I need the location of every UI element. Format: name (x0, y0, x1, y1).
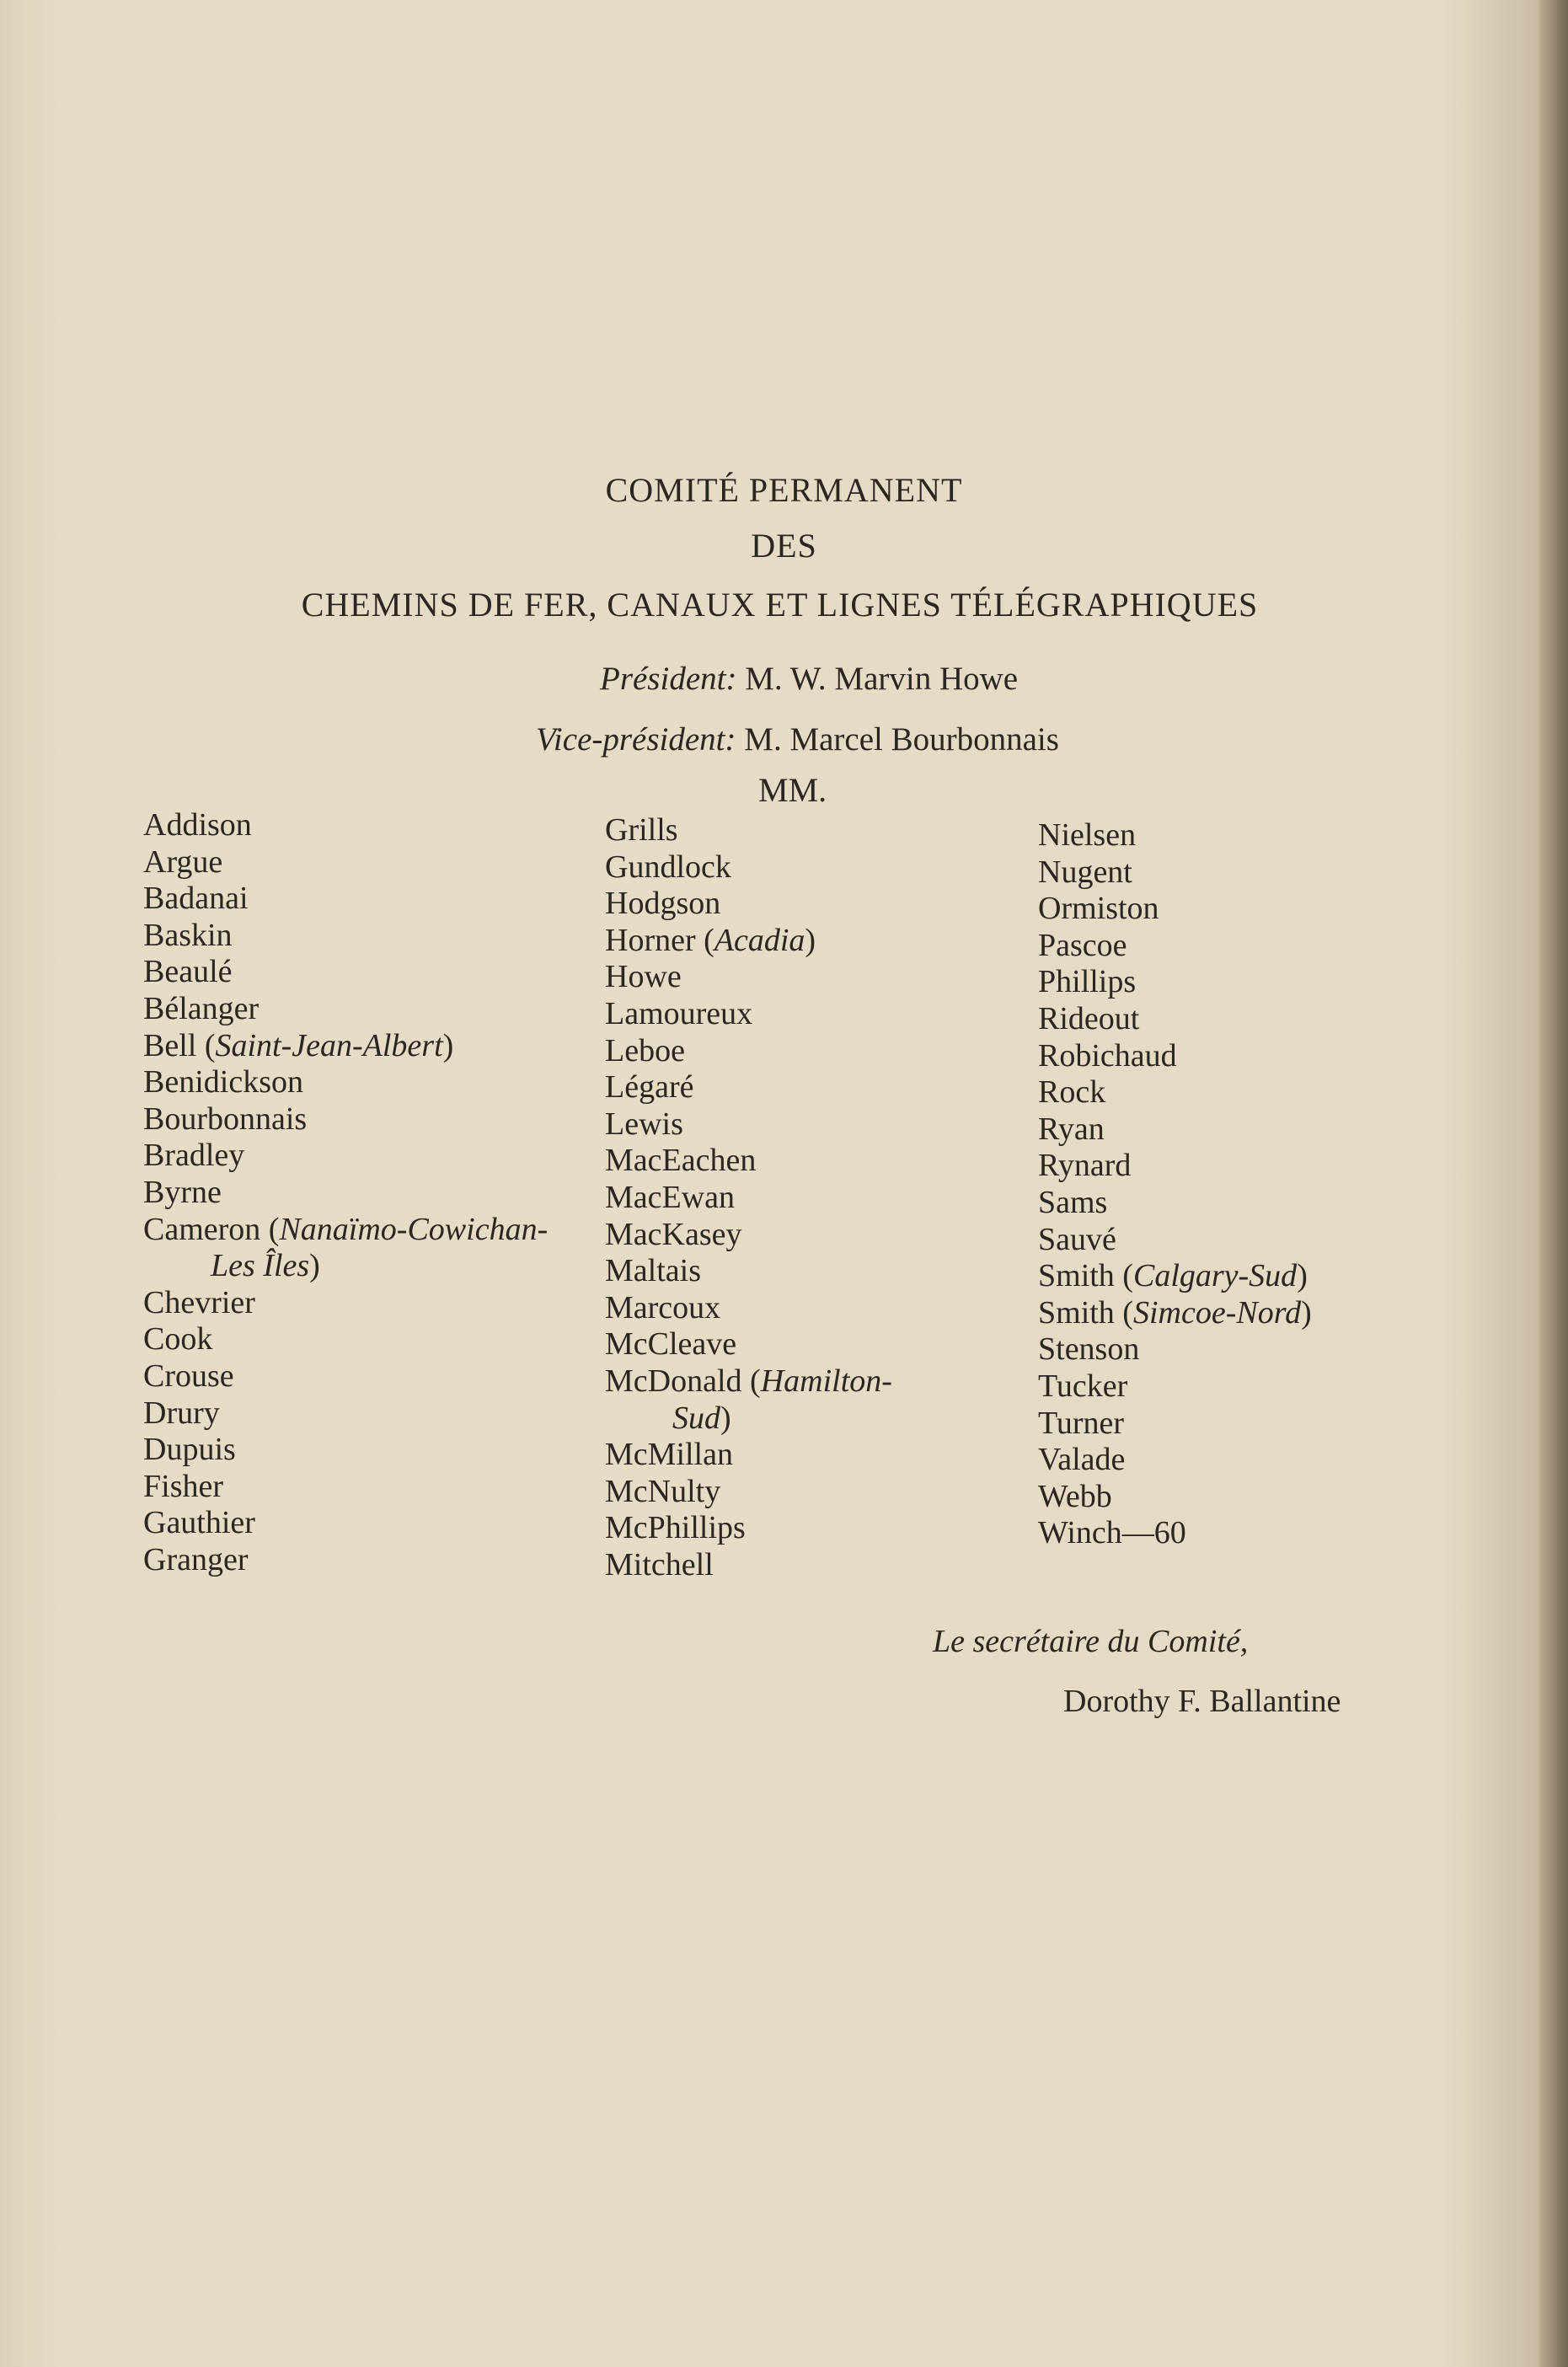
member-surname: Nugent (1038, 854, 1132, 890)
member-name (1038, 1295, 1312, 1332)
member-surname: Phillips (1038, 964, 1137, 1000)
member-surname: Turner (1038, 1405, 1125, 1441)
committee-subject: CHEMINS DE FER, CANAUX ET LIGNES TÉLÉGRAPHIQUES (301, 586, 1259, 624)
member-name (1038, 1074, 1312, 1111)
riding-name: Nanaïmo-Cowichan- (279, 1211, 549, 1247)
member-name (1038, 891, 1312, 928)
member-surname: Mitchell (605, 1546, 714, 1582)
member-surname: Howe (605, 959, 682, 995)
member-name (143, 1432, 548, 1469)
member-surname: Légaré (605, 1069, 694, 1106)
riding-name: Acadia (714, 922, 805, 958)
member-surname: Cook (143, 1321, 213, 1358)
member-surname: Beaulé (143, 954, 233, 990)
member-name (605, 1069, 892, 1106)
member-name (143, 1064, 548, 1101)
member-surname: McNulty (605, 1473, 721, 1509)
member-name (143, 954, 548, 991)
member-name (143, 1321, 548, 1358)
member-surname: MacEwan (605, 1179, 736, 1215)
member-surname: Tucker (1038, 1368, 1128, 1404)
member-name (605, 1474, 892, 1511)
member-surname: Maltais (605, 1253, 701, 1289)
member-name-continuation (605, 1400, 892, 1438)
member-surname: Gauthier (143, 1505, 255, 1541)
member-surname: McDonald ( (605, 1363, 761, 1399)
member-name (605, 1143, 892, 1180)
member-name (143, 1175, 548, 1212)
member-name (143, 1542, 548, 1579)
member-name (1038, 964, 1312, 1001)
member-surname: Benidickson (143, 1064, 303, 1100)
member-name (605, 1437, 892, 1474)
member-surname: Sams (1038, 1184, 1108, 1220)
secretary-title: Le secrétaire du Comité, (933, 1624, 1249, 1659)
member-name (143, 1469, 548, 1506)
member-surname: McCleave (605, 1326, 737, 1363)
member-name (605, 1033, 892, 1070)
members-prefix: MM. (758, 771, 827, 809)
committee-title: COMITÉ PERMANENT (605, 471, 963, 509)
member-name (1038, 854, 1312, 892)
member-name (605, 1180, 892, 1217)
member-surname: Smith ( (1038, 1258, 1133, 1294)
riding-name: Simcoe-Nord (1132, 1294, 1302, 1331)
member-name (1038, 1111, 1312, 1149)
member-surname: Byrne (143, 1174, 222, 1210)
member-name (605, 923, 892, 960)
president-line (600, 662, 1018, 695)
member-surname: Bell ( (143, 1027, 216, 1063)
member-surname: Fisher (143, 1468, 223, 1504)
member-surname: MacEachen (605, 1143, 757, 1179)
member-name (143, 1101, 548, 1138)
president-label: Président: (600, 661, 737, 697)
member-surname: Lamoureux (605, 995, 753, 1031)
member-surname: Granger (143, 1541, 249, 1577)
member-surname: Webb (1038, 1478, 1112, 1514)
closing-paren: ) (442, 1027, 454, 1063)
member-name (1038, 1368, 1312, 1406)
closing-paren: ) (1301, 1294, 1312, 1331)
member-name (605, 812, 892, 849)
member-name (1038, 817, 1312, 854)
member-surname: Hodgson (605, 886, 721, 922)
member-name (1038, 1406, 1312, 1443)
member-name (605, 1106, 892, 1143)
member-name (605, 1363, 892, 1400)
member-surname: Robichaud (1038, 1037, 1177, 1074)
riding-name: Saint-Jean-Albert (215, 1027, 443, 1063)
member-surname: Baskin (143, 917, 233, 953)
member-name (143, 1505, 548, 1542)
member-surname: Bélanger (143, 990, 260, 1026)
secretary-name: Dorothy F. Ballantine (1063, 1684, 1341, 1719)
member-name (143, 1138, 548, 1175)
member-surname: McPhillips (605, 1510, 746, 1546)
member-name (143, 807, 548, 844)
member-surname: Sauvé (1038, 1221, 1116, 1257)
member-surname: Horner ( (605, 922, 714, 958)
member-surname: Rideout (1038, 1000, 1140, 1036)
member-name (1038, 1331, 1312, 1368)
member-name (605, 1326, 892, 1363)
closing-paren: ) (309, 1248, 320, 1284)
member-surname: Badanai (143, 881, 249, 917)
member-name (143, 1212, 548, 1249)
book-spine-edge (1539, 0, 1568, 2367)
member-surname: Chevrier (143, 1284, 255, 1320)
member-name (143, 918, 548, 955)
member-name (143, 991, 548, 1028)
riding-name: Les Îles (211, 1248, 310, 1284)
member-surname: Rock (1038, 1074, 1106, 1111)
member-surname: Cameron ( (143, 1211, 280, 1247)
member-name (605, 959, 892, 996)
member-name (143, 1285, 548, 1322)
member-name (143, 881, 548, 918)
member-surname: Gundlock (605, 849, 731, 885)
member-surname: Ryan (1038, 1111, 1105, 1147)
riding-name: Sud (672, 1400, 720, 1436)
member-surname: Smith ( (1038, 1294, 1133, 1331)
vice-president-name: M. Marcel Bourbonnais (744, 721, 1059, 758)
member-surname: McMillan (605, 1437, 733, 1473)
member-surname: Dupuis (143, 1432, 236, 1468)
member-surname: MacKasey (605, 1216, 742, 1252)
riding-name: Calgary-Sud (1132, 1258, 1298, 1294)
member-name (143, 844, 548, 881)
riding-name: Hamilton- (760, 1363, 892, 1399)
member-surname: Valade (1038, 1442, 1126, 1478)
member-name (1038, 1038, 1312, 1075)
member-name (605, 886, 892, 923)
vice-president-line (536, 723, 1059, 756)
member-name (605, 1547, 892, 1584)
member-name (605, 1217, 892, 1254)
member-surname: Winch—60 (1038, 1515, 1186, 1551)
member-surname: Rynard (1038, 1148, 1132, 1184)
member-name (143, 1028, 548, 1065)
member-name (1038, 1515, 1312, 1552)
member-name (605, 1290, 892, 1327)
members-column-3 (1038, 817, 1312, 1552)
member-surname: Lewis (605, 1106, 683, 1142)
member-name (1038, 928, 1312, 965)
closing-paren: ) (805, 922, 816, 958)
member-name (1038, 1185, 1312, 1222)
member-surname: Nielsen (1038, 817, 1137, 853)
closing-paren: ) (1297, 1258, 1308, 1294)
member-surname: Crouse (143, 1358, 234, 1394)
member-name (1038, 1258, 1312, 1295)
member-surname: Grills (605, 812, 678, 848)
closing-paren: ) (720, 1400, 731, 1436)
member-name (605, 1253, 892, 1290)
member-name (1038, 1148, 1312, 1185)
member-surname: Bourbonnais (143, 1100, 308, 1137)
vice-president-label: Vice-président: (536, 721, 736, 758)
member-name-continuation (143, 1248, 548, 1285)
member-surname: Pascoe (1038, 927, 1127, 963)
member-name (1038, 1479, 1312, 1516)
member-surname: Leboe (605, 1032, 685, 1068)
member-name (1038, 1222, 1312, 1259)
member-surname: Bradley (143, 1138, 245, 1174)
member-surname: Drury (143, 1395, 220, 1431)
members-column-1 (143, 807, 548, 1578)
member-name (605, 996, 892, 1033)
member-surname: Argue (143, 843, 223, 880)
member-name (143, 1395, 548, 1433)
member-surname: Addison (143, 807, 252, 843)
member-surname: Stenson (1038, 1331, 1140, 1368)
member-name (143, 1358, 548, 1395)
member-name (1038, 1442, 1312, 1479)
member-name (1038, 1001, 1312, 1038)
member-surname: Marcoux (605, 1289, 721, 1325)
president-name: M. W. Marvin Howe (745, 661, 1019, 697)
committee-title-des: DES (751, 527, 817, 565)
member-name (605, 849, 892, 886)
members-column-2 (605, 812, 892, 1583)
member-name (605, 1510, 892, 1547)
member-surname: Ormiston (1038, 891, 1159, 927)
